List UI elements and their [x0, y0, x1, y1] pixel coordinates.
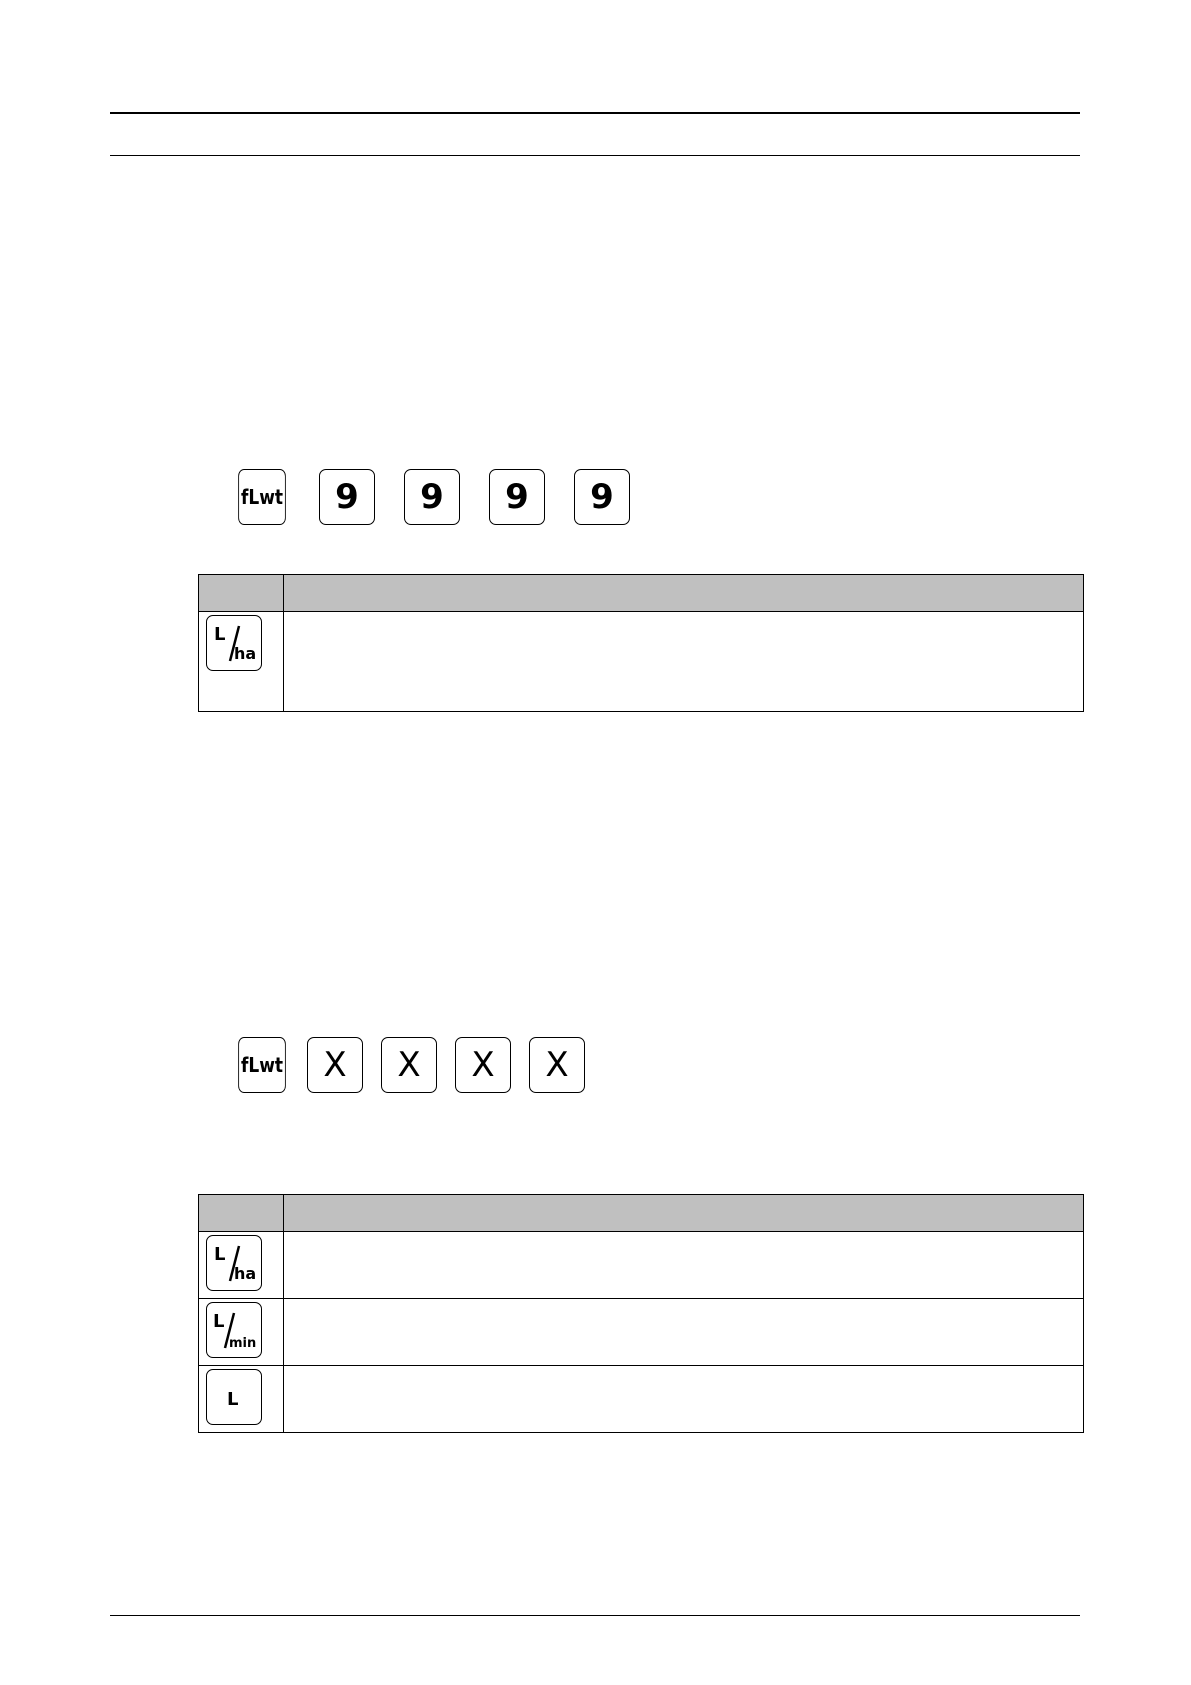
header-cell-icon: [199, 1195, 284, 1232]
l-per-ha-icon: [206, 1235, 262, 1291]
svg-text:ha: ha: [234, 644, 257, 663]
icon-cell: [199, 1366, 284, 1433]
unit-table-one: [198, 574, 1084, 712]
flwt-key: fLwt: [238, 469, 286, 525]
table-row: [199, 1299, 1084, 1366]
l-per-ha-icon: [206, 615, 262, 671]
header-cell-icon: [199, 575, 284, 612]
svg-text:L: L: [214, 624, 226, 645]
header-rule-bottom: [110, 155, 1080, 156]
digit-key: X: [381, 1037, 437, 1093]
table-row: [199, 612, 1084, 712]
description-cell: [284, 1232, 1084, 1299]
svg-text:L: L: [227, 1389, 239, 1410]
svg-text:L: L: [213, 1311, 225, 1332]
description-cell: [284, 1299, 1084, 1366]
digit-key: 9: [574, 469, 630, 525]
l-per-min-icon: [206, 1302, 262, 1358]
unit-table-two: [198, 1194, 1084, 1433]
description-cell: [284, 1366, 1084, 1433]
digit-key: 9: [489, 469, 545, 525]
digit-key: 9: [319, 469, 375, 525]
table-row: [199, 1232, 1084, 1299]
icon-cell: [199, 1232, 284, 1299]
digit-key: X: [307, 1037, 363, 1093]
digit-key: 9: [404, 469, 460, 525]
svg-text:ha: ha: [234, 1264, 257, 1283]
flwt-key: fLwt: [238, 1037, 286, 1093]
svg-text:L: L: [214, 1244, 226, 1265]
litre-icon: [206, 1369, 262, 1425]
svg-text:min: min: [229, 1336, 257, 1351]
icon-cell: [199, 612, 284, 712]
icon-cell: [199, 1299, 284, 1366]
digit-key: X: [455, 1037, 511, 1093]
description-cell: [284, 612, 1084, 712]
header-rule-top: [110, 112, 1080, 114]
table-header-row: [199, 575, 1084, 612]
digit-key: X: [529, 1037, 585, 1093]
header-cell-description: [284, 575, 1084, 612]
header-cell-description: [284, 1195, 1084, 1232]
table-header-row: [199, 1195, 1084, 1232]
table-row: [199, 1366, 1084, 1433]
footer-rule: [110, 1615, 1080, 1616]
